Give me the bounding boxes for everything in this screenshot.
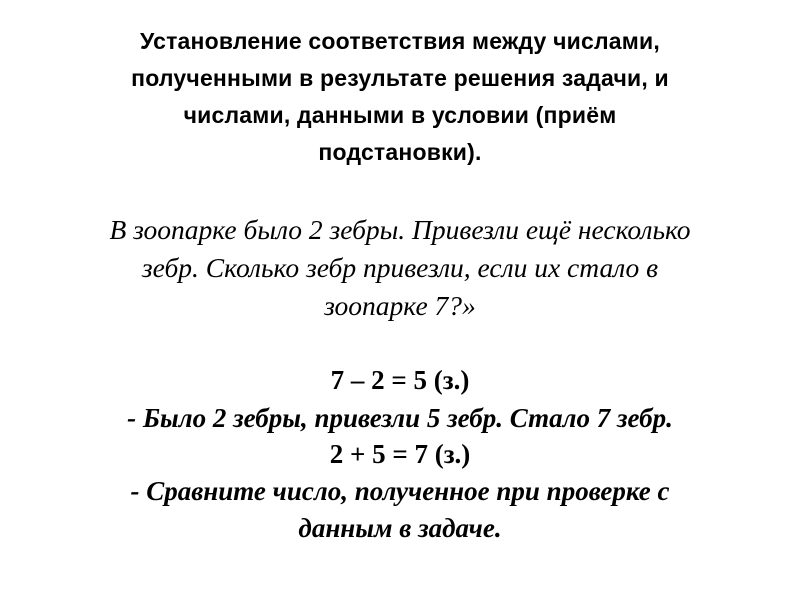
problem-line-3: зоопарке 7?» [324,290,476,321]
instruction-line-1: - Сравните число, полученное при проверке с [130,476,670,506]
check-statement: - Было 2 зебры, привезли 5 зебр. Стало 7 зебр. [127,403,673,433]
heading-line-3: числами, данными в условии (приём [183,102,617,128]
check-equation: 2 + 5 = 7 (з.) [329,439,471,469]
problem-line-2: зебр. Сколько зебр привезли, если их стало в [141,252,659,283]
instruction-line-2: данным в задаче. [298,513,502,543]
heading-line-1: Установление соответствия между числами, [140,28,660,54]
heading-line-4: подстановки). [318,139,482,165]
heading-line-2: полученными в результате решения задачи, и [131,65,669,91]
solution-equation: 7 – 2 = 5 (з.) [330,365,470,395]
problem-line-1: В зоопарке было 2 зебры. Привезли ещё несколько [109,214,691,245]
